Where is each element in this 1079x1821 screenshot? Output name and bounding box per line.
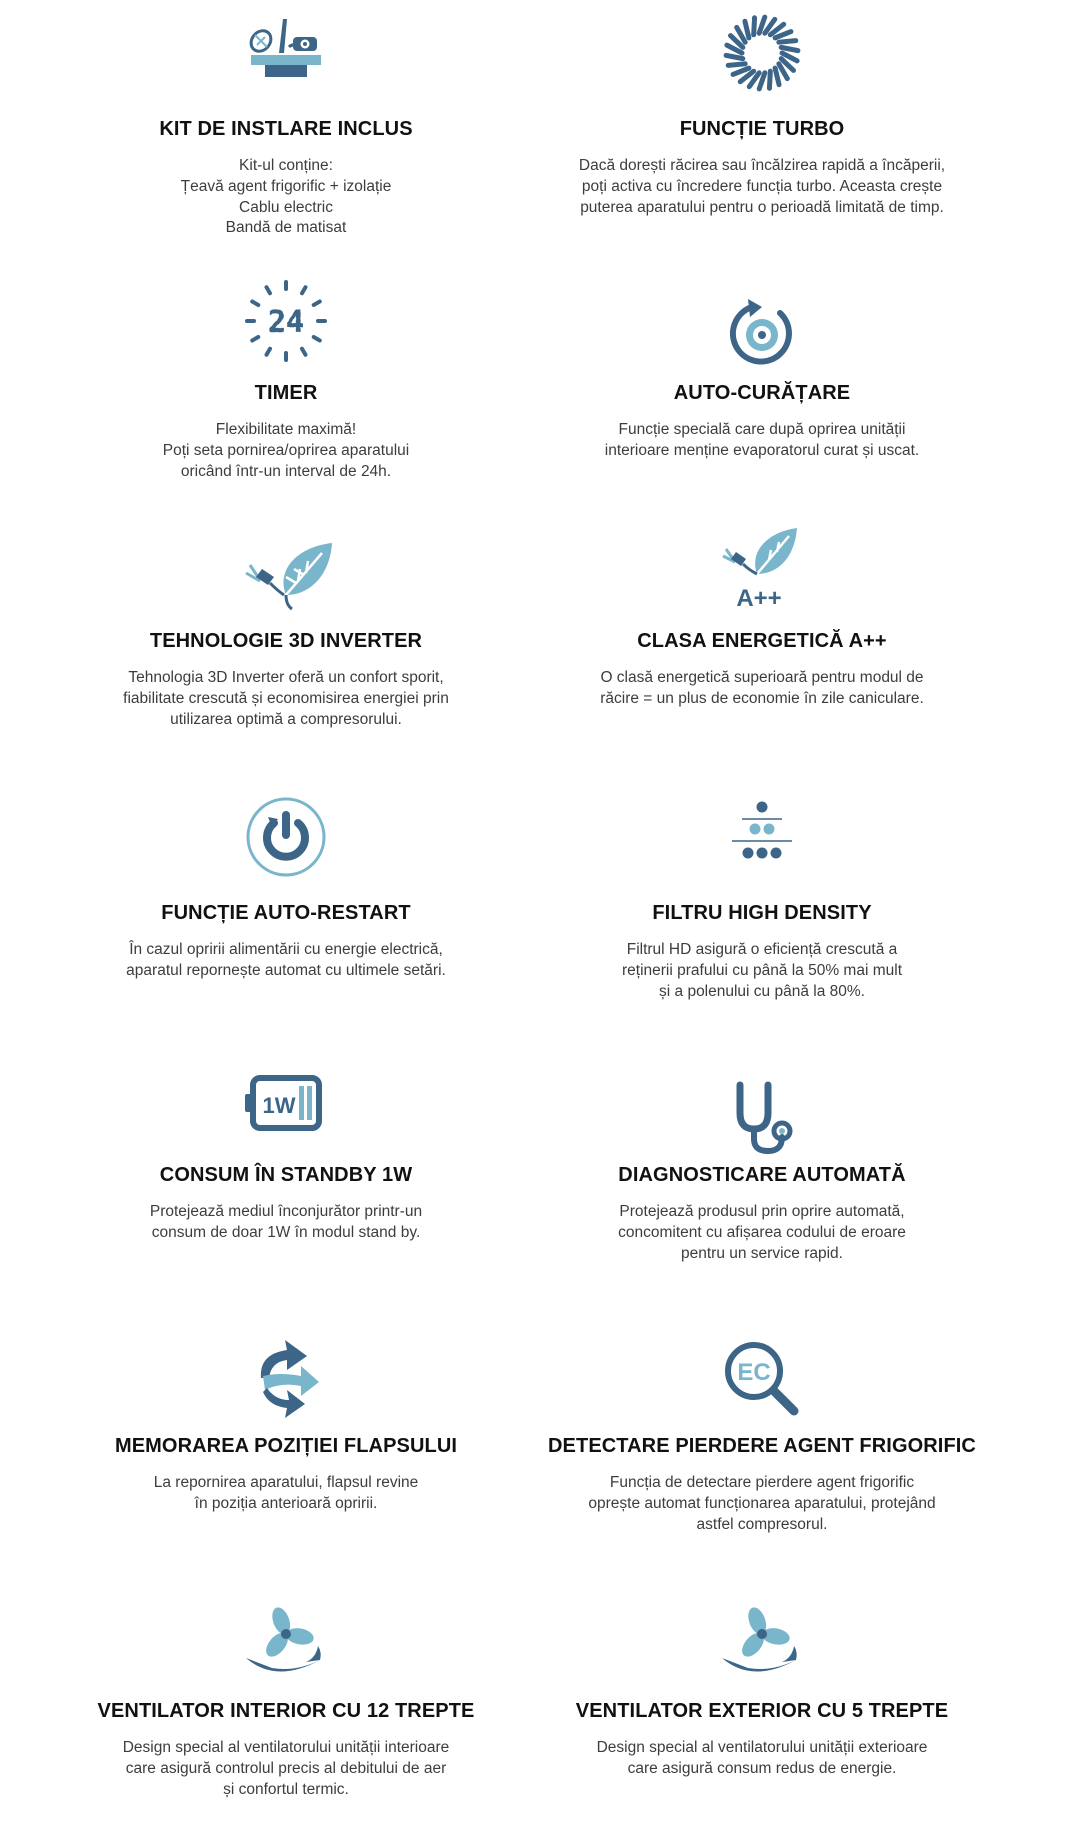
feature-description: Funcția de detectare pierdere agent frigorific oprește automat funcționarea aparatului, protejând astfel compresorul. (588, 1474, 936, 1533)
feature-title: TEHNOLOGIE 3D INVERTER (149, 630, 423, 652)
feature-description: O clasă energetică superioară pentru modul de răcire = un plus de economie în zile caniculare. (600, 669, 924, 707)
leak-detect-magnifier-icon (502, 1334, 1022, 1424)
feature-title: CONSUM ÎN STANDBY 1W (159, 1164, 413, 1186)
feature-title: CLASA ENERGETICĂ A++ (637, 630, 887, 652)
filter-dots-icon (502, 788, 1022, 878)
feature-description: Dacă dorești răcirea sau încălzirea rapidă a încăperii, poți activa cu încredere funcția turbo. Aceasta crește puterea aparatului pentru o perioadă limitată de timp. (578, 157, 946, 216)
battery-1w-icon (26, 1058, 546, 1148)
feature-description: Protejează produsul prin oprire automată, concomitent cu afișarea codului de eroare pentru un service rapid. (618, 1203, 906, 1262)
indoor-fan-icon (26, 1596, 546, 1686)
inverter-leaf-plug-icon (26, 528, 546, 618)
feature-title: VENTILATOR INTERIOR CU 12 TREPTE (97, 1700, 475, 1722)
leak-detect-label: EC (737, 1359, 771, 1386)
standby-label: 1W (262, 1093, 296, 1118)
energy-class-leaf-icon (502, 522, 1022, 612)
energy-class-label: A++ (736, 585, 782, 612)
feature-description: La repornirea aparatului, flapsul revine în poziția anterioară opririi. (153, 1474, 419, 1512)
feature-description: Protejează mediul înconjurător printr-un consum de doar 1W în modul stand by. (149, 1203, 423, 1241)
svg-text:24: 24 (267, 305, 305, 340)
feature-description: Flexibilitate maximă! Poți seta pornirea/oprirea aparatului oricând într-un interval de 24h. (162, 421, 410, 480)
feature-title: KIT DE INSTLARE INCLUS (159, 118, 413, 140)
feature-description: Kit-ul conține: Țeavă agent frigorific + izolație Cablu electric Bandă de matisat (180, 157, 392, 237)
feature-description: Funcție specială care după oprirea unității interioare menține evaporatorul curat și uscat. (604, 421, 920, 459)
flap-memory-arrows-icon (26, 1332, 546, 1422)
feature-title: DIAGNOSTICARE AUTOMATĂ (618, 1164, 906, 1186)
feature-title: AUTO-CURĂȚARE (673, 382, 851, 404)
feature-title: VENTILATOR EXTERIOR CU 5 TREPTE (575, 1700, 949, 1722)
feature-description: Design special al ventilatorului unității exterioare care asigură consum redus de energie. (596, 1739, 928, 1777)
feature-description: Design special al ventilatorului unității interioare care asigură controlul precis al debitului de aer și confortul termic. (122, 1739, 450, 1798)
feature-description: Filtrul HD asigură o eficiență crescută a reținerii prafului cu până la 50% mai mult și a polenului cu până la 80%. (622, 941, 902, 1000)
outdoor-fan-icon (502, 1596, 1022, 1686)
installation-kit-icon (26, 8, 546, 98)
power-restart-icon (26, 792, 546, 882)
feature-title: DETECTARE PIERDERE AGENT FRIGORIFIC (548, 1435, 976, 1457)
turbo-icon (502, 8, 1022, 98)
feature-title: TIMER (254, 382, 318, 404)
auto-clean-icon (502, 290, 1022, 380)
feature-description: Tehnologia 3D Inverter oferă un confort sporit, fiabilitate crescută și economisirea energiei prin utilizarea optimă a compresorului. (123, 669, 449, 728)
feature-description: În cazul opririi alimentării cu energie electrică, aparatul repornește automat cu ultimele setări. (126, 941, 446, 979)
timer-24-icon (26, 276, 546, 366)
feature-title: FILTRU HIGH DENSITY (652, 902, 872, 924)
stethoscope-icon (502, 1072, 1022, 1162)
feature-title: FUNCȚIE TURBO (679, 118, 845, 140)
feature-title: MEMORAREA POZIȚIEI FLAPSULUI (114, 1435, 458, 1457)
feature-title: FUNCȚIE AUTO-RESTART (161, 902, 411, 924)
